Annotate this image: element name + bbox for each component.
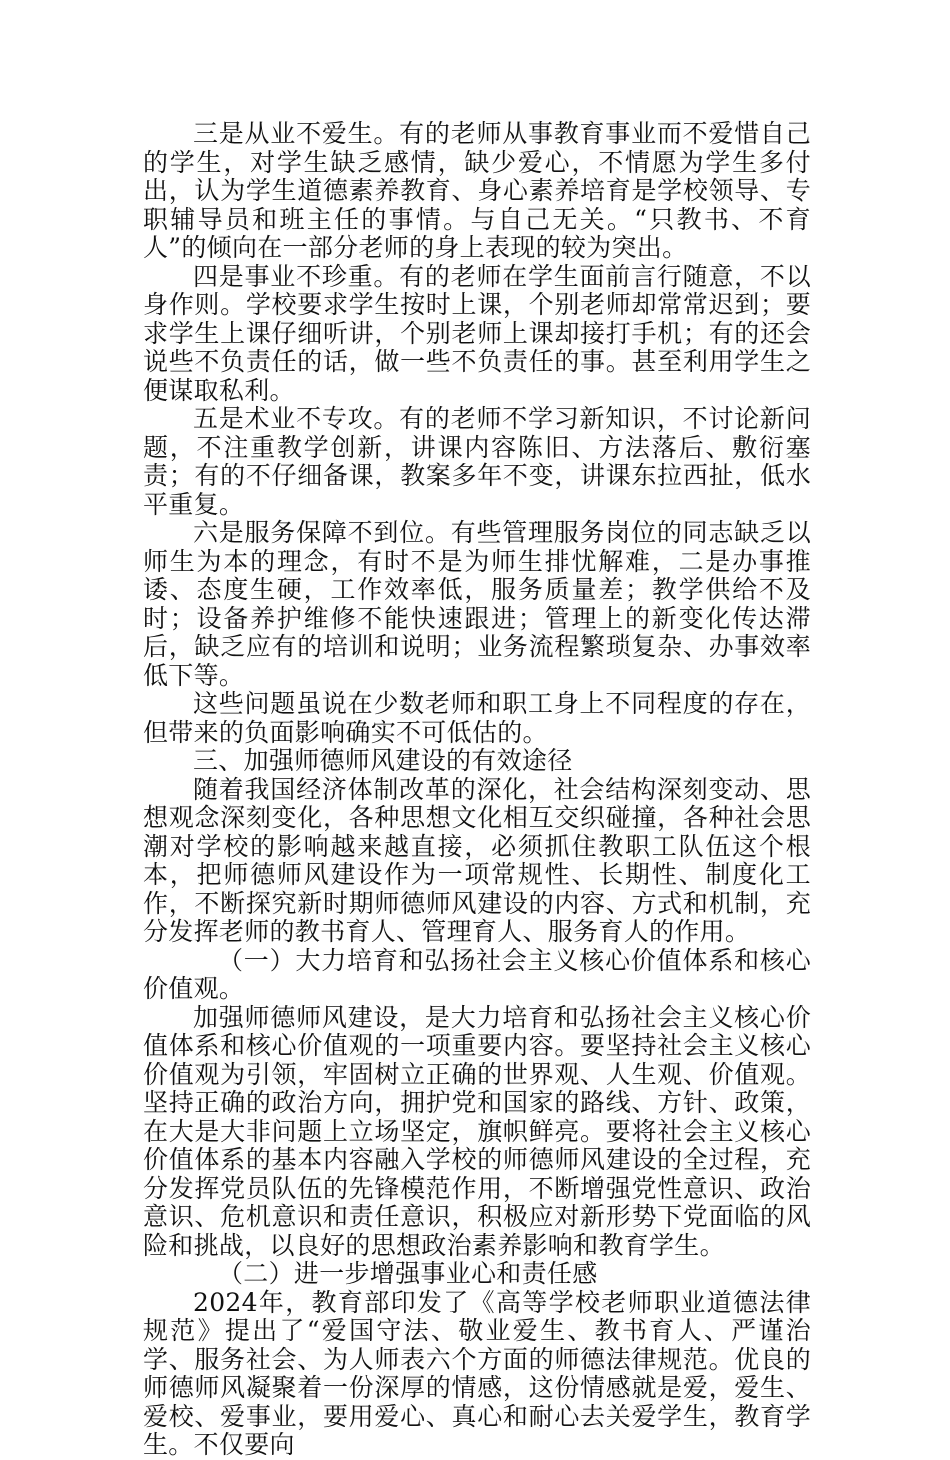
section-heading-three: 三、加强师德师风建设的有效途径 xyxy=(193,746,573,775)
paragraph-problem-six: 六是服务保障不到位。有些管理服务岗位的同志缺乏以师生为本的理念，有时不是为师生排忧解难，二是办事推诿、态度生硬，工作效率低，服务质量差；教学供给不及时；设备养护维修不能快速跟进；管理上的新变化传达滞后，缺乏应有的培训和说明；业务流程繁琐复杂、办事效率低下等。 xyxy=(143,518,811,690)
paragraph-problems-summary: 这些问题虽说在少数老师和职工身上不同程度的存在，但带来的负面影响确实不可低估的。 xyxy=(143,689,811,747)
paragraph-problem-four: 四是事业不珍重。有的老师在学生面前言行随意，不以身作则。学校要求学生按时上课，个别老师却常常迟到；要求学生上课仔细听讲，个别老师上课却接打手机；有的还会说些不负责任的话，做一些不负责任的事。甚至利用学生之便谋取私利。 xyxy=(143,261,811,405)
subsection-heading-one: （一）大力培育和弘扬社会主义核心价值体系和核心价值观。 xyxy=(143,945,811,1003)
paragraph-responsibility: 2024年，教育部印发了《高等学校老师职业道德法律规范》提出了“爱国守法、敬业爱生、教书育人、严谨治学、服务社会、为人师表六个方面的师德法律规范。优良的师德师风凝聚着一份深厚的情感，这份情感就是爱，爱生、爱校、爱事业，要用爱心、真心和耐心去关爱学生，教育学生。不仅要向 xyxy=(143,1287,811,1459)
subsection-heading-two: （二）进一步增强事业心和责任感 xyxy=(218,1259,598,1288)
paragraph-section-intro: 随着我国经济体制改革的深化，社会结构深刻变动、思想观念深刻变化，各种思想文化相互交织碰撞，各种社会思潮对学校的影响越来越直接，必须抓住教职工队伍这个根本，把师德师风建设作为一项常规性、长期性、制度化工作，不断探究新时期师德师风建设的内容、方式和机制，充分发挥老师的教书育人、管理育人、服务育人的作用。 xyxy=(143,774,811,946)
paragraph-problem-five: 五是术业不专攻。有的老师不学习新知识，不讨论新问题，不注重教学创新，讲课内容陈旧、方法落后、敷衍塞责；有的不仔细备课，教案多年不变，讲课东拉西扯，低水平重复。 xyxy=(143,404,811,519)
paragraph-problem-three: 三是从业不爱生。有的老师从事教育事业而不爱惜自己的学生，对学生缺乏感情，缺少爱心，不情愿为学生多付出，认为学生道德素养教育、身心素养培育是学校领导、专职辅导员和班主任的事情。与自己无关。“只教书、不育人”的倾向在一部分老师的身上表现的较为突出。 xyxy=(143,119,811,262)
paragraph-core-values: 加强师德师风建设，是大力培育和弘扬社会主义核心价值体系和核心价值观的一项重要内容。要坚持社会主义核心价值观为引领，牢固树立正确的世界观、人生观、价值观。坚持正确的政治方向，拥护党和国家的路线、方针、政策，在大是大非问题上立场坚定，旗帜鲜亮。要将社会主义核心价值体系的基本内容融入学校的师德师风建设的全过程，充分发挥党员队伍的先锋模范作用，不断增强党性意识、政治意识、危机意识和责任意识，积极应对新形势下党面临的风险和挑战，以良好的思想政治素养影响和教育学生。 xyxy=(143,1002,811,1260)
document-body xyxy=(143,120,811,1460)
